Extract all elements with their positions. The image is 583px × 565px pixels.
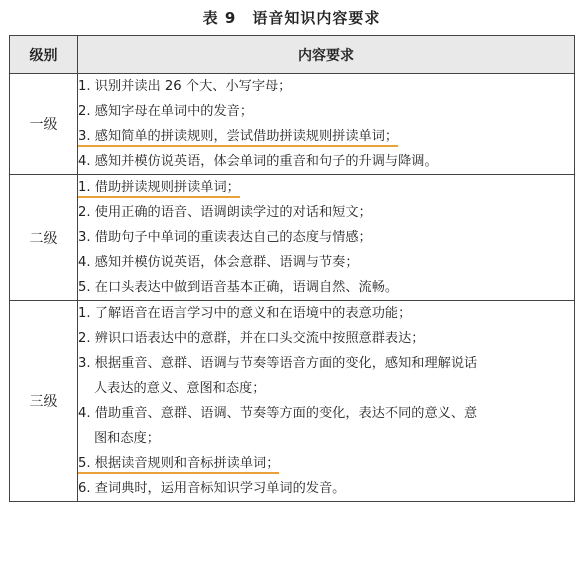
list-item: 4. 感知并模仿说英语，体会单词的重音和句子的升调与降调。 — [78, 154, 438, 169]
highlighted-text: 1. 借助拼读规则拼读单词； — [78, 180, 240, 198]
content-cell — [78, 301, 575, 502]
level-cell: 一级 — [10, 74, 78, 175]
level-cell: 二级 — [10, 175, 78, 301]
list-item — [78, 175, 574, 200]
table-row-level-1 — [10, 74, 575, 175]
list-item: 1. 识别并读出 26 个大、小写字母； — [78, 79, 292, 94]
table-row-level-3 — [10, 301, 575, 502]
list-item: 4. 借助重音、意群、语调、节奏等方面的变化，表达不同的意义、意 — [78, 406, 478, 421]
table-title: 表 9 语音知识内容要求 — [202, 9, 381, 27]
list-item: 2. 使用正确的语音、语调朗读学过的对话和短文； — [78, 205, 372, 220]
content-requirements-table — [9, 35, 575, 502]
header-row — [10, 36, 575, 74]
highlighted-text: 5. 根据读音规则和音标拼读单词； — [78, 456, 279, 474]
list-item: 3. 根据重音、意群、语调与节奏等语音方面的变化，感知和理解说话 — [78, 356, 478, 371]
list-item: 3. 借助句子中单词的重读表达自己的态度与情感； — [78, 230, 372, 245]
list-item — [78, 124, 574, 149]
content-cell — [78, 74, 575, 175]
list-item: 2. 辨识口语表达中的意群，并在口头交流中按照意群表达； — [78, 331, 425, 346]
content-column-header: 内容要求 — [78, 36, 575, 74]
level-cell: 三级 — [10, 301, 78, 502]
list-item: 4. 感知并模仿说英语，体会意群、语调与节奏； — [78, 255, 359, 270]
list-item: 2. 感知字母在单词中的发音； — [78, 104, 254, 119]
level-column-header: 级别 — [10, 36, 78, 74]
list-item-continuation: 人表达的意义、意图和态度； — [94, 381, 266, 396]
list-item — [78, 451, 574, 476]
list-item: 6. 查词典时，运用音标知识学习单词的发音。 — [78, 481, 346, 496]
highlighted-text: 3. 感知简单的拼读规则，尝试借助拼读规则拼读单词； — [78, 129, 398, 147]
content-cell — [78, 175, 575, 301]
list-item: 5. 在口头表达中做到语音基本正确，语调自然、流畅。 — [78, 280, 399, 295]
list-item-continuation: 图和态度； — [94, 431, 160, 446]
table-row-level-2 — [10, 175, 575, 301]
list-item: 1. 了解语音在语言学习中的意义和在语境中的表意功能； — [78, 306, 412, 321]
